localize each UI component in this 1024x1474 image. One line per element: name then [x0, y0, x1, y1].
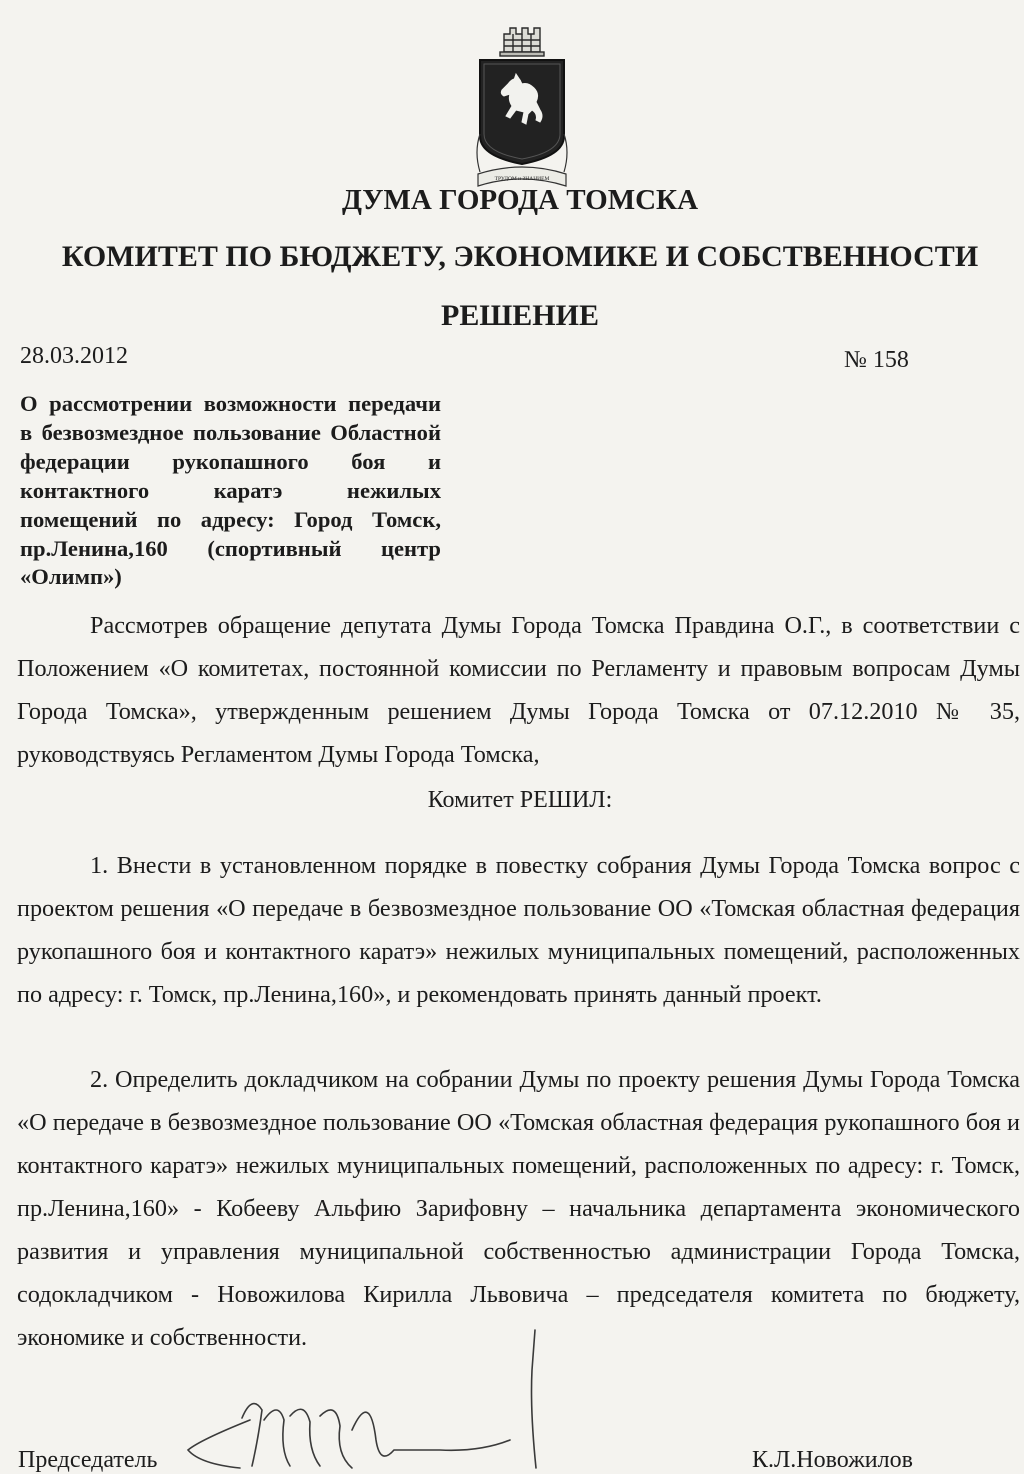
- handwritten-signature: [180, 1290, 600, 1472]
- document-type: РЕШЕНИЕ: [441, 299, 599, 332]
- motto-text: ТРУДОМ и ЗНАНИЕМ: [494, 176, 550, 182]
- decision-item-2: 2. Определить докладчиком на собрании Думы по проекту решения Думы Города Томска «О передаче в безвозмездное пользование ОО «Томская областная федерация рукопашного боя и контактного каратэ» нежилых муниципальных помещений, расположенных по адресу: г. Томск, пр.Ленина,160» - Кобееву Альфию Зарифовну – начальника департамента экономического развития и управления муниципальной собственностью администрации Города Томска, содокладчиком - Новожилова Кирилла Львовича – председателя комитета по бюджету, экономике и собственности.: [17, 1066, 1020, 1351]
- chair-name: К.Л.Новожилов: [752, 1447, 913, 1473]
- committee-name: КОМИТЕТ ПО БЮДЖЕТУ, ЭКОНОМИКЕ И СОБСТВЕННОСТИ: [61, 240, 979, 273]
- crown: [500, 28, 544, 56]
- organization-name: ДУМА ГОРОДА ТОМСКА: [341, 184, 699, 216]
- city-coat-of-arms: [470, 24, 574, 190]
- decision-item-1: 1. Внести в установленном порядке в повестку собрания Думы Города Томска вопрос с проектом решения «О передаче в безвозмездное пользование ОО «Томская областная федерация рукопашного боя и контактного каратэ» нежилых муниципальных помещений, расположенных по адресу: г. Томск, пр.Ленина,160», и рекомендовать принять данный проект.: [17, 852, 1020, 1008]
- committee-decided-heading: Комитет РЕШИЛ:: [427, 787, 613, 813]
- decision-number: № 158: [844, 347, 909, 373]
- decision-subject: О рассмотрении возможности передачи в безвозмездное пользование Областной федерации рукопашного боя и контактного каратэ нежилых помещений по адресу: Город Томск, пр.Ленина,160 (спортивный центр «Олимп»): [20, 391, 441, 590]
- chair-title: Председатель: [18, 1447, 158, 1473]
- decision-date: 28.03.2012: [20, 343, 128, 369]
- intro-paragraph: Рассмотрев обращение депутата Думы Города Томска Правдина О.Г., в соответствии с Положением «О комитетах, постоянной комиссии по Регламенту и правовым вопросам Думы Города Томска», утвержденным решением Думы Города Томска от 07.12.2010 № 35, руководствуясь Регламентом Думы Города Томска,: [17, 612, 1020, 768]
